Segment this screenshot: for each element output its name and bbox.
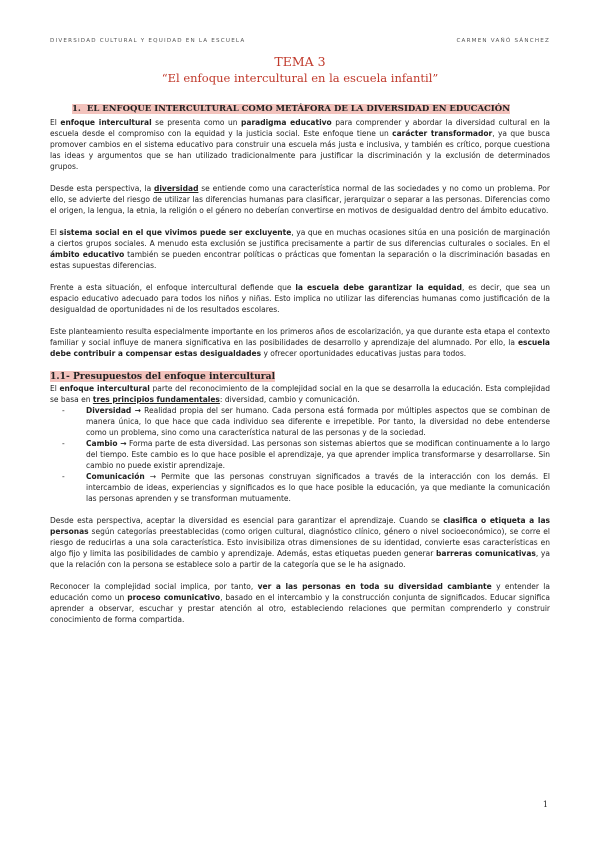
paragraph-6: El enfoque intercultural parte del reconocimiento de la complejidad social en la que se desarrolla la educación. Esta complejidad se basa en tres principios fundamentales: diversidad, cambio y comunicación. bbox=[50, 384, 550, 404]
paragraph-5: Este planteamiento resulta especialmente importante en los primeros años de escolarización, ya que durante esta etapa el contexto familiar y social influye de manera significativa en las posibilidades de desarrollo y aprendizaje del alumnado. Por ello, la escuela debe contribuir a compensar estas desigualdades y ofrecer oportunidades educativas justas para todos. bbox=[50, 327, 550, 358]
header-author: CARMEN VAÑÓ SÁNCHEZ bbox=[456, 38, 550, 44]
list-item: - Cambio → Forma parte de esta diversidad. Las personas son sistemas abiertos que se modifican continuamente a lo largo del tiempo. Este cambio es lo que hace posible el aprendizaje, ya que aprender implica transformarse y desarrollarse. Sin cambio no puede existir aprendizaje. bbox=[86, 438, 550, 471]
doc-subtitle: “El enfoque intercultural en la escuela infantil” bbox=[161, 71, 439, 85]
section-1-1-heading: 1.1- Presupuestos del enfoque intercultural bbox=[50, 371, 276, 382]
page-header bbox=[50, 38, 550, 48]
header-course: DIVERSIDAD CULTURAL Y EQUIDAD EN LA ESCUELA bbox=[50, 38, 246, 44]
paragraph-7: Desde esta perspectiva, aceptar la diversidad es esencial para garantizar el aprendizaje. Cuando se clasifica o etiqueta a las personas según categorías preestablecidas (como origen cultural, diagnóstico clínico, género o nivel socioeconómico), se corre el riesgo de reducirlas a una sola característica. Esto invisibiliza otras dimensiones de su identidad, convierte esas características en algo fijo y limita las posibilidades de cambio y aprendizaje. Además, estas etiquetas pueden generar barreras comunicativas, ya que la relación con la persona se establece solo a partir de la categoría que se le ha asignado. bbox=[50, 516, 550, 569]
doc-title: TEMA 3 bbox=[274, 54, 326, 69]
principles-list bbox=[50, 405, 550, 504]
paragraph-3: El sistema social en el que vivimos puede ser excluyente, ya que en muchas ocasiones sitúa en una posición de marginación a ciertos grupos sociales. A menudo esta exclusión se justifica precisamente a partir de sus diferencias culturales o sociales. En el ámbito educativo también se pueden encontrar políticas o prácticas que fomentan la separación o la discriminación basadas en estas supuestas diferencias. bbox=[50, 228, 550, 270]
paragraph-4: Frente a esta situación, el enfoque intercultural defiende que la escuela debe garantizar la equidad, es decir, que sea un espacio educativo adecuado para todos los niños y niñas. Esto implica no utilizar las diferencias humanas como justificación de la desigualdad de oportunidades ni de los resultados escolares. bbox=[50, 283, 550, 314]
section-1-heading: 1. EL ENFOQUE INTERCULTURAL COMO METÁFORA DE LA DIVERSIDAD EN EDUCACIÓN bbox=[72, 104, 510, 114]
paragraph-8: Reconocer la complejidad social implica, por tanto, ver a las personas en toda su diversidad cambiante y entender la educación como un proceso comunicativo, basado en el intercambio y la construcción conjunta de significados. Educar significa aprender a observar, escuchar y prestar atención al otro, estableciendo relaciones que permitan comprenderlo y construir conocimiento de forma compartida. bbox=[50, 582, 550, 624]
list-item: - Diversidad → Realidad propia del ser humano. Cada persona está formada por múltiples aspectos que se combinan de manera única, lo que hace que cada individuo sea diferente e irrepetible. Por tanto, la diversidad no debe entenderse como un problema, sino como una característica natural de las personas y de la sociedad. bbox=[86, 405, 550, 438]
doc-body bbox=[50, 103, 550, 636]
paragraph-2: Desde esta perspectiva, la diversidad se entiende como una característica normal de las sociedades y no como un problema. Por ello, se advierte del riesgo de utilizar las diferencias humanas para clasificar, jerarquizar o separar a las personas. Diferencias como el origen, la lengua, la etnia, la religión o el género no deberían convertirse en motivos de desigualdad dentro del ámbito educativo. bbox=[50, 184, 550, 215]
paragraph-1: El enfoque intercultural se presenta como un paradigma educativo para comprender y abordar la diversidad cultural en la escuela desde el compromiso con la equidad y la justicia social. Este enfoque tiene un carácter transformador, ya que busca promover cambios en el sistema educativo para construir una escuela más justa e inclusiva, y también es crítico, porque cuestiona las ideas y argumentos que se han utilizado tradicionalmente para justificar la discriminación y la exclusión de determinados grupos. bbox=[50, 118, 551, 171]
list-item: - Comunicación → Permite que las personas construyan significados a través de la interacción con los demás. El intercambio de ideas, experiencias y significados es lo que hace posible la educación, ya que mediante la comunicación las personas aprenden y se transforman mutuamente. bbox=[86, 471, 550, 504]
page-number: 1 bbox=[542, 800, 548, 809]
